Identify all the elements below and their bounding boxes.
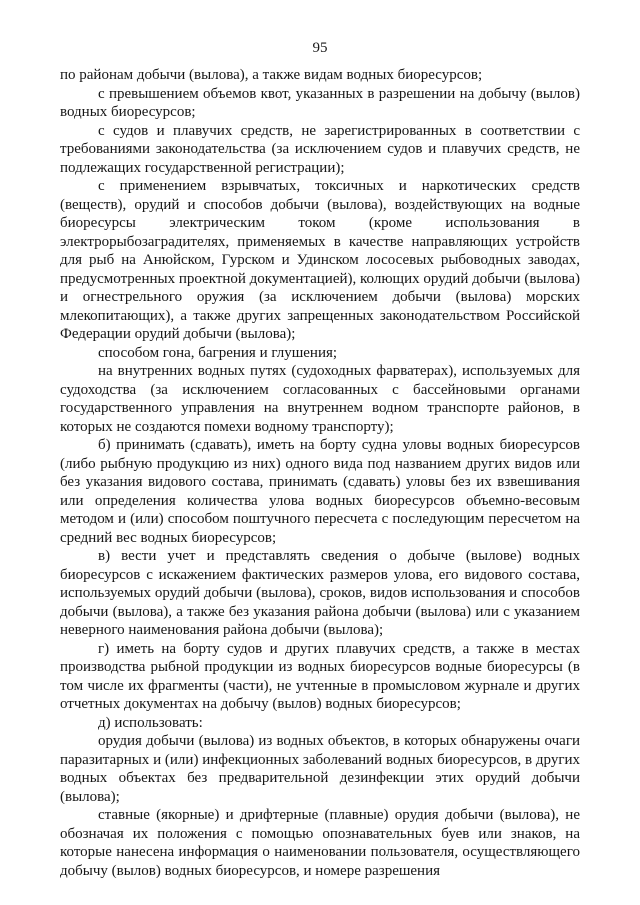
paragraph-item-v: в) вести учет и представлять сведения о добыче (вылове) водных биоресурсов с искажением фактических размеров улова, его видового состава, используемых орудий добычи (вылова), сроков, видов использования и способов добычи (вылова), а также без указания района добычи (вылова) или с указанием неверного наименования района добычи (вылова);	[60, 548, 580, 638]
paragraph-driving-methods: способом гона, багрения и глушения;	[98, 344, 338, 361]
paragraph-waterways: на внутренних водных путях (судоходных фарватерах), используемых для судоходства (за исключением согласованных с бассейновыми органами государственного управления на внутреннем водном транспорте районов, в которых не создаются помехи водному транспорту);	[60, 363, 580, 435]
paragraph-item-g: г) иметь на борту судов и других плавучих средств, а также в местах производства рыбной продукции из водных биоресурсов водные биоресурсы (в том числе их фрагменты (части), не учтенные в промысловом журнале и других отчетных документах на добычу (вылов) водных биоресурсов;	[60, 640, 580, 712]
paragraph-prohibited-methods: с применением взрывчатых, токсичных и наркотических средств (веществ), орудий и способов добычи (вылова), воздействующих на водные биоресурсы электрическим током (кроме использования в электрорыбозаградителях, применяемых в качестве направляющих устройств для рыб на Анюйском, Гурском и Удинском лососевых рыбоводных заводах, предусмотренных проектной документацией), колющих орудий добычи (вылова) и огнестрельного оружия (за исключением добычи (вылова) морских млекопитающих), а также других запрещенных законодательством Российской Федерации орудий добычи (вылова);	[60, 178, 580, 342]
paragraph-item-b: б) принимать (сдавать), иметь на борту судна уловы водных биоресурсов (либо рыбную продукцию из них) одного вида под названием других видов или без указания видового состава, принимать (сдавать) уловы без их взвешивания или определения количества улова водных биоресурсов объемно-весовым методом и (или) способом поштучного пересчета с последующим пересчетом на средний вес водных биоресурсов;	[60, 437, 580, 546]
paragraph-unregistered-vessels: с судов и плавучих средств, не зарегистрированных в соответствии с требованиями законодательства (за исключением судов и плавучих средств, не подлежащих государственной регистрации);	[60, 122, 580, 176]
paragraph-quota-excess: с превышением объемов квот, указанных в разрешении на добычу (вылов) водных биоресурсов;	[60, 85, 580, 120]
paragraph-item-d: д) использовать:	[98, 714, 203, 731]
paragraph-unmarked-gear: ставные (якорные) и дрифтерные (плавные) орудия добычи (вылова), не обозначая их положения с помощью опознавательных буев или знаков, на которые нанесена информация о наименовании пользователя, осуществляющего добычу (вылов) водных биоресурсов, и номере разрешения	[60, 807, 580, 879]
paragraph-infected-gear: орудия добычи (вылова) из водных объектов, в которых обнаружены очаги паразитарных и (или) инфекционных заболеваний водных биоресурсов, в других водных объектах без предварительной дезинфекции этих орудий добычи (вылова);	[60, 733, 580, 805]
paragraph-continuation: по районам добычи (вылова), а также видам водных биоресурсов;	[60, 67, 483, 83]
document-body	[60, 66, 580, 880]
page-number: 95	[312, 40, 328, 56]
